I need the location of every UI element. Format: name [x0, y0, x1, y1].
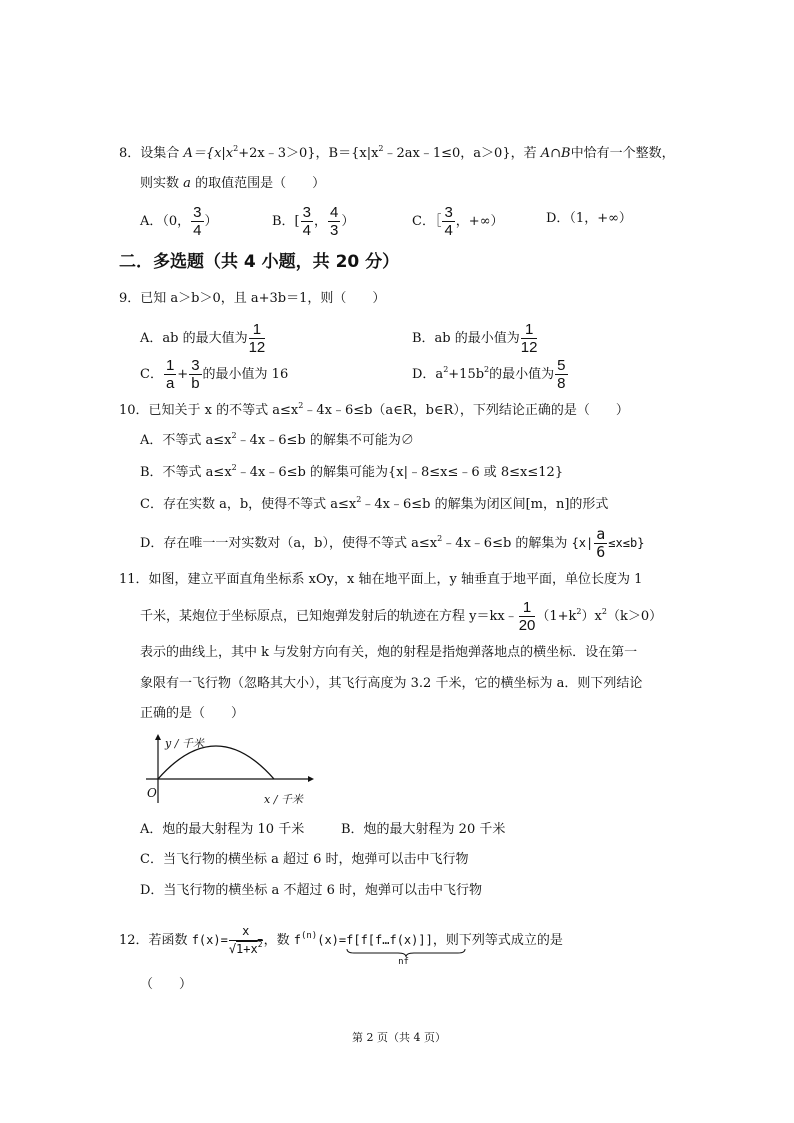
q9-option-b: B．ab 的最小值为 $\frac{1}{12}$ — [412, 321, 538, 356]
page-footer: 第 2 页（共 4 页） — [352, 1031, 446, 1044]
q10-option-c: C．存在实数 a，b，使得不等式 $a\le x^2﹣4x﹣6\le b$ 的解集为闭区间[m，n]的形式 — [140, 495, 609, 512]
fraction: $\frac{3}{4}$ — [444, 204, 453, 239]
trajectory-curve — [158, 746, 274, 779]
fraction: $\frac{5}{8}$ — [557, 357, 566, 392]
q11-line2: 千米，某炮位于坐标原点，已知炮弹发射后的轨迹在方程 y＝kx﹣ $\frac{1}{20}$ $(1+k^2)x^2(k>0)$ — [140, 599, 663, 634]
fraction: $\frac{4}{3}$ — [330, 204, 339, 239]
origin-label: O — [147, 786, 157, 800]
fraction: $\frac{1}{a}$ — [165, 357, 175, 392]
y-axis-arrow — [155, 734, 161, 740]
section-title: 二．多选题（共 4 小题，共 20 分） — [119, 252, 400, 272]
fraction: $\frac{3}{b}$ — [191, 357, 200, 392]
q8-option-d: D．（1，+∞） — [546, 211, 632, 226]
q11-option-a: A．炮的最大射程为 10 千米 — [140, 822, 305, 837]
q8-option-c: C．［ $\frac{3}{4}$ ，+∞） — [412, 204, 504, 239]
q12-line1: 12．若函数 f(x)= $\frac{x}{√1+x^2}$ ，数 $f^{(n)}(x)=f[f[f\dots f(x)]]$ nf ，则下列等式成立的是 — [119, 924, 563, 967]
q10-option-d: D．存在唯一一对实数对（a，b），使得不等式 $a\le x^2﹣4x﹣6\le b$ 的解集为 {x| $\frac{a}{6}$ ≤x≤b} — [140, 525, 645, 561]
q10-stem: 10．已知关于 x 的不等式 $a\le x^2﹣4x﹣6\le b(a\in R$，b∈R），下列结论正确的是（ ） — [119, 401, 629, 418]
y-axis-label: y / 千米 — [165, 737, 204, 750]
q8-line1: 8．设集合 $A=\{x|x^2+2x﹣3>0\}$，$B=\{x|x^2﹣2ax﹣1\le 0$，a＞0}，若 A∩B中恰有一个整数， — [119, 144, 675, 161]
x-axis-label: x / 千米 — [264, 793, 303, 806]
fraction: $\frac{3}{4}$ — [193, 204, 202, 239]
q8-option-a: A．（0， $\frac{3}{4}$ ） — [140, 204, 218, 239]
q11-line3: 表示的曲线上，其中 k 与发射方向有关，炮的射程是指炮弹落地点的横坐标．设在第一 — [140, 645, 638, 660]
fraction: $\frac{1}{12}$ — [520, 321, 538, 356]
fraction: $\frac{3}{4}$ — [302, 204, 311, 239]
q11-line5: 正确的是（ ） — [140, 706, 245, 721]
q9-option-d: D．$a^2+15b^2$的最小值为 $\frac{5}{8}$ — [412, 357, 566, 392]
trajectory-graph — [136, 733, 316, 808]
q11-line4: 象限有一飞行物（忽略其大小），其飞行高度为 3.2 千米，它的横坐标为 a．则下列结论 — [140, 676, 643, 691]
q11-option-d: D．当飞行物的横坐标 a 不超过 6 时，炮弹可以击中飞行物 — [140, 883, 482, 898]
q10-option-a: A．不等式 $a\le x^2﹣4x﹣6\le b$ 的解集不可能为∅ — [140, 431, 414, 448]
x-axis-arrow — [308, 776, 314, 782]
q8-option-b: B．[ $\frac{3}{4}$ ， $\frac{4}{3}$ ） — [272, 204, 355, 239]
fraction: $\frac{1}{12}$ — [248, 321, 266, 356]
q9-option-c: C． $\frac{1}{a}$ + $\frac{3}{b}$ 的最小值为 16 — [140, 357, 289, 392]
q11-option-c: C．当飞行物的横坐标 a 超过 6 时，炮弹可以击中飞行物 — [140, 852, 469, 867]
q9-stem: 9．已知 a＞b＞0，且 a+3b＝1，则（ ） — [119, 291, 386, 306]
fraction: $\frac{1}{20}$ — [518, 599, 536, 634]
q11-line1: 11．如图，建立平面直角坐标系 xOy，x 轴在地平面上，y 轴垂直于地平面，单位长度为 1 — [119, 572, 643, 587]
q8-line2: 则实数 a 的取值范围是（ ） — [140, 176, 326, 191]
q10-option-b: B．不等式 $a\le x^2﹣4x﹣6\le b$ 的解集可能为{x|﹣8≤x≤﹣6 或 8≤x≤12} — [140, 463, 564, 480]
q11-option-b: B．炮的最大射程为 20 千米 — [341, 822, 506, 837]
underbraced-expression: f[f[f…f(x)]] nf — [346, 934, 433, 947]
fraction: $\frac{x}{√1+x^2}$ — [228, 924, 263, 956]
fraction: $\frac{a}{6}$ — [596, 525, 606, 561]
q9-option-a: A．ab 的最大值为 $\frac{1}{12}$ — [140, 321, 266, 356]
q12-blank: （ ） — [140, 977, 193, 992]
